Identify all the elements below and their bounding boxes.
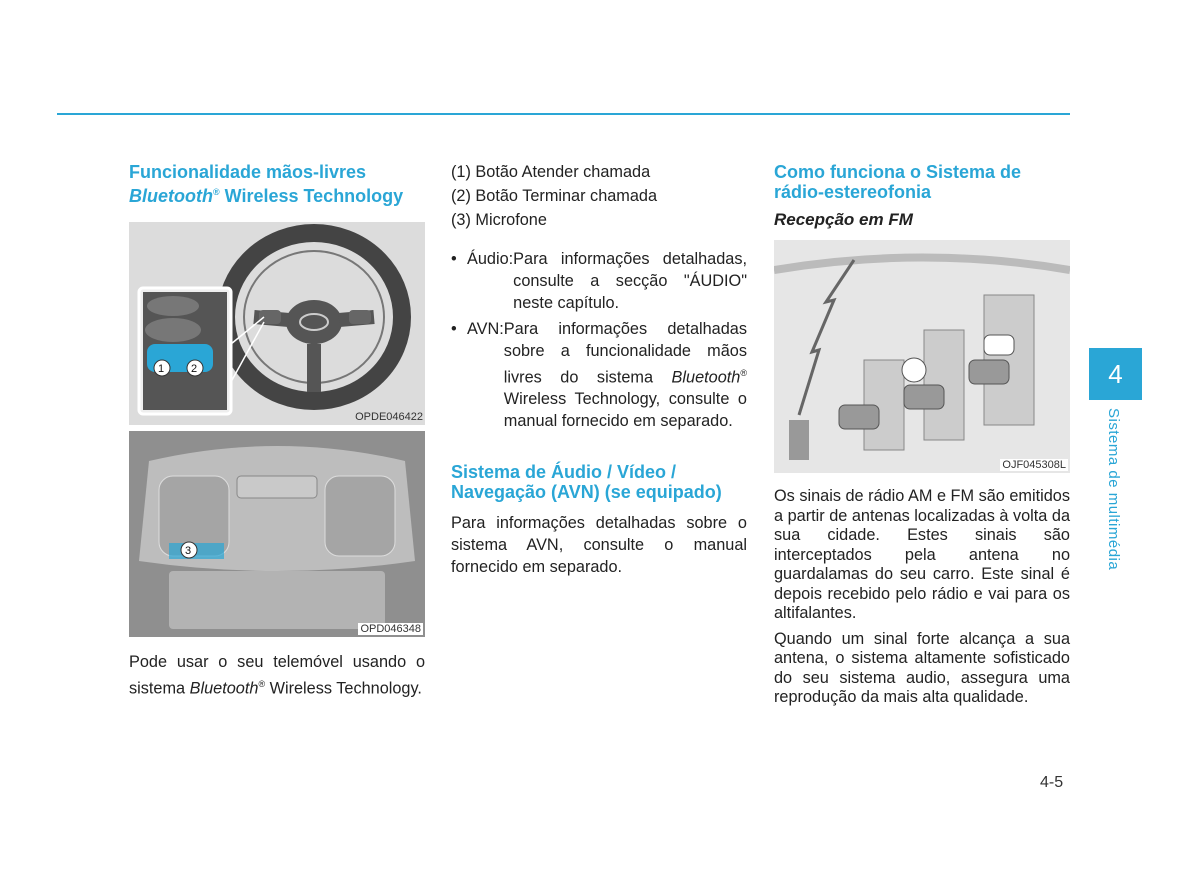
paragraph-signals: Os sinais de rádio AM e FM são emitidos a partir de antenas localizadas à volta da sua cidade. Estes sinais são interceptados pela antena no guardalamas do seu carro. Este sinal é depois recebido pelo rádio e vai para os altifalantes.: [774, 487, 1070, 622]
page-number: 4-5: [1040, 774, 1064, 791]
bullet-dot: •: [451, 320, 457, 338]
figure-fm-reception: [774, 240, 1070, 473]
figure-caption: OJF045308L: [1002, 459, 1066, 471]
chapter-title: Sistema de multimédia: [1105, 408, 1122, 571]
heading-rest: Wireless Technology: [219, 186, 404, 206]
overhead-console-illustration: [129, 431, 425, 637]
bullet-body: Para informações detalhadas, consulte a secção "ÁUDIO" neste capítulo.: [513, 250, 747, 312]
figure-steering-wheel: [129, 222, 425, 425]
fm-reception-illustration: [774, 240, 1070, 473]
section-heading-handsfree: [129, 162, 425, 206]
para-text-end: Wireless Technology.: [265, 679, 422, 698]
paragraph-strong-signal: Quando um sinal forte alcança a sua antena, o sistema altamente sofisticado do seu sistema audio, assegura uma reprodução da mais alta qualidade.: [774, 629, 1070, 706]
list-item: (2) Botão Terminar chamada: [451, 187, 658, 205]
list-item: (1) Botão Atender chamada: [451, 163, 651, 181]
heading-registered: ®: [212, 187, 220, 197]
top-rule: [57, 113, 1070, 115]
heading-bluetooth: Bluetooth: [129, 186, 213, 206]
callout-3: 3: [185, 545, 192, 557]
figure-caption: OPD046348: [360, 623, 421, 635]
bullet-dot: •: [451, 250, 457, 268]
para-text: Pode usar o seu telemóvel usando o sistema: [129, 653, 425, 698]
paragraph-handsfree: [129, 651, 425, 699]
para-bluetooth: Bluetooth: [189, 679, 259, 698]
section-heading-avn: Sistema de Áudio / Vídeo / Navegação (AVN) (se equipado): [451, 462, 722, 503]
callout-1: 1: [158, 363, 165, 375]
bullet-body: [504, 318, 747, 432]
section-heading-radio: Como funciona o Sistema de rádio-estereofonia: [774, 162, 1022, 202]
bullet-registered: ®: [740, 368, 747, 378]
heading-line1: Funcionalidade mãos-livres: [129, 162, 367, 182]
callout-2: 2: [191, 363, 198, 375]
list-item: (3) Microfone: [451, 211, 547, 229]
column-1: [129, 160, 425, 699]
column-2: [451, 160, 747, 578]
bullet-text: Para informações detalhadas sobre a funcionalidade mãos livres do sistema: [503, 320, 747, 387]
figure-overhead-console: [129, 431, 425, 637]
chapter-tab: 4: [1089, 348, 1142, 400]
bullet-term: Áudio:: [467, 250, 514, 268]
bullet-avn: [451, 318, 747, 432]
bullet-text-end: Wireless Technology, consulte o manual fornecido em separado.: [503, 390, 747, 431]
column-3: [774, 160, 1070, 708]
para-registered: ®: [258, 679, 266, 689]
steering-wheel-illustration: [129, 222, 425, 425]
bullet-bluetooth: Bluetooth: [671, 368, 741, 387]
bullet-audio: [451, 248, 747, 314]
figure-caption: OPDE046422: [355, 411, 423, 423]
subheading-fm: Recepção em FM: [774, 210, 913, 229]
bullet-term: AVN:: [467, 320, 504, 338]
paragraph-avn: Para informações detalhadas sobre o sistema AVN, consulte o manual fornecido em separado.: [451, 514, 747, 577]
